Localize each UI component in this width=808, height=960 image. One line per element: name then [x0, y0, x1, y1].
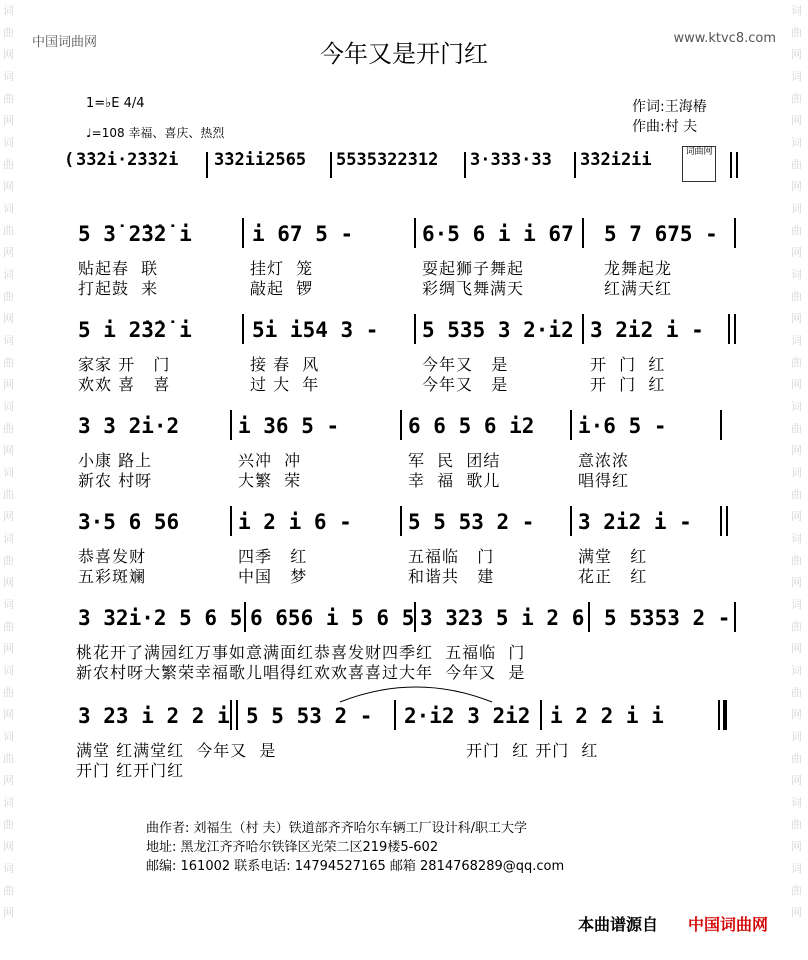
barline [414, 602, 416, 632]
lyrics-verse-1: 今年又 是 [422, 355, 509, 374]
barline [242, 314, 244, 344]
lyrics-verse-2: 欢欢 喜 喜 [78, 375, 171, 394]
barline [400, 506, 402, 536]
right-watermark: 词曲网词曲网词曲网词曲网词曲网词曲网词曲网词曲网词曲网词曲网词曲网词曲网词曲网词曲网 [791, 4, 802, 919]
measure-notes: 5 3̇ 2̇3̇2̇ i [78, 222, 192, 246]
lyrics-verse-1: 贴起春 联 [78, 259, 159, 278]
final-barline [723, 700, 727, 730]
repeat-barline [236, 700, 238, 730]
barline [230, 506, 232, 536]
lyrics-verse-2: 和谐共 建 [408, 567, 495, 586]
lyrics-verse-1: 开 门 红 [590, 355, 666, 374]
barline [734, 218, 736, 248]
barline [244, 602, 246, 632]
barline [242, 218, 244, 248]
lyrics-verse-2: 敲起 锣 [250, 279, 314, 298]
lyrics-verse-2: 新农 村呀 [78, 471, 153, 490]
lyrics-verse-2: 五彩斑斓 [78, 567, 147, 586]
final-barline [718, 700, 720, 730]
lyrics-verse-2: 开 门 红 [590, 375, 666, 394]
lyrics-verse-1: 接 春 风 [250, 355, 320, 374]
publisher-logo: 词曲网 [682, 146, 716, 182]
measure-notes: 3 323 5 i 2 6 [420, 606, 585, 630]
measure-notes: i 2 i 6 - [238, 510, 352, 534]
repeat-barline [734, 314, 736, 344]
lyrics-verse-1: 五福临 门 [408, 547, 495, 566]
intro-measure: 3̇3̇2̇i·2̇3̇3̇2̇i [76, 150, 179, 170]
source-site-link[interactable]: 中国词曲网 [688, 915, 769, 934]
measure-notes: i 67 5 - [252, 222, 354, 246]
barline [734, 602, 736, 632]
barline [540, 700, 542, 730]
author-line: 曲作者: 刘福生（村 夫）铁道部齐齐哈尔车辆工厂设计科/职工大学 [146, 821, 528, 836]
lyrics-verse-2: 红满天红 [604, 279, 673, 298]
lyrics-verse-1: 耍起狮子舞起 [422, 259, 525, 278]
intro-measure: 5535322̇31̇2 [336, 150, 439, 170]
barline [570, 410, 572, 440]
left-watermark: 词曲网词曲网词曲网词曲网词曲网词曲网词曲网词曲网词曲网词曲网词曲网词曲网词曲网词曲网 [3, 4, 14, 919]
lyrics-verse-1: 桃花开了满园红万事如意满面红恭喜发财四季红 五福临 门 [76, 643, 526, 662]
measure-notes: 2·i2 3 2i2 [404, 704, 531, 728]
barline [570, 506, 572, 536]
intro-measure: 3̇3̇2̇ii2̇565 [214, 150, 307, 170]
measure-notes: 3 2i2 i - [590, 318, 704, 342]
measure-notes: 3 32i·2 5 6 5 [78, 606, 243, 630]
lyrics-verse-1: 军 民 团结 [408, 451, 501, 470]
barline [400, 410, 402, 440]
lyrics-verse-2: 彩绸飞舞满天 [422, 279, 525, 298]
repeat-barline [728, 314, 730, 344]
lyrics-verse-1: 恭喜发财 [78, 547, 147, 566]
barline [730, 152, 732, 178]
lyrics-verse-1: 小康 路上 [78, 451, 153, 470]
measure-notes: 5 7 675 - [604, 222, 718, 246]
lyrics-verse-2: 打起鼓 来 [78, 279, 159, 298]
measure-notes: 3 2i2 i - [578, 510, 692, 534]
score-system [74, 700, 744, 780]
credits [632, 97, 707, 137]
score-system [74, 218, 744, 298]
barline [394, 700, 396, 730]
measure-notes: 3 3 2i·2 [78, 414, 180, 438]
measure-notes: 5 i 2̇3̇2̇ i [78, 318, 192, 342]
measure-notes: i 36 5 - [238, 414, 340, 438]
composer: 作曲:村 夫 [632, 119, 698, 135]
intro-row [64, 150, 744, 180]
score-system [74, 602, 744, 682]
barline [206, 152, 208, 178]
lyrics-verse-1: 意浓浓 [578, 451, 630, 470]
source-label: 本曲谱源自 [578, 915, 659, 934]
tempo-marking: ♩=108 幸福、喜庆、热烈 [86, 126, 225, 140]
measure-notes: 5i i54 3 - [252, 318, 379, 342]
lyrics-verse-1: 满堂 红 [578, 547, 648, 566]
intro-bracket: ( [64, 150, 75, 170]
lyrics-verse-1: 开门 红 开门 红 [466, 741, 599, 760]
intro-measure: 3̇3̇2̇i2̇ii [580, 150, 652, 170]
lyrics-verse-1: 龙舞起龙 [604, 259, 673, 278]
score-system [74, 314, 744, 394]
barline [414, 218, 416, 248]
measure-notes: i·6 5 - [578, 414, 667, 438]
measure-notes: 5 535 3 2·i2 [422, 318, 574, 342]
lyricist: 作词:王海椿 [632, 99, 707, 115]
barline [574, 152, 576, 178]
measure-notes: 6·5 6 i i 67 [422, 222, 574, 246]
lyrics-verse-1: 家家 开 门 [78, 355, 171, 374]
lyrics-verse-1: 挂灯 笼 [250, 259, 314, 278]
measure-notes: 3·5 6 56 [78, 510, 180, 534]
lyrics-verse-2: 过 大 年 [250, 375, 320, 394]
lyrics-verse-2: 幸 福 歌儿 [408, 471, 501, 490]
repeat-barline [230, 700, 232, 730]
repeat-barline [726, 506, 728, 536]
measure-notes: i 2 2 i i [550, 704, 664, 728]
barline [330, 152, 332, 178]
lyrics-verse-2: 新农村呀大繁荣幸福歌儿唱得红欢欢喜喜过大年 今年又 是 [76, 663, 526, 682]
lyrics-verse-2: 大繁 荣 [238, 471, 302, 490]
lyrics-verse-2: 开门 红开门红 [76, 761, 185, 780]
lyrics-verse-1: 满堂 红满堂红 今年又 是 [76, 741, 277, 760]
measure-notes: 6 6 5 6 i2 [408, 414, 535, 438]
lyrics-verse-2: 花正 红 [578, 567, 648, 586]
barline [582, 314, 584, 344]
lyrics-verse-1: 兴冲 冲 [238, 451, 302, 470]
song-title: 今年又是开门红 [320, 40, 488, 68]
lyrics-verse-2: 中国 梦 [238, 567, 308, 586]
score-system [74, 410, 744, 490]
barline [230, 410, 232, 440]
measure-notes: 5 5353 2 - [604, 606, 731, 630]
intro-measure: 3·333·33 [470, 150, 552, 170]
measure-notes: 3 23 i 2 2 i [78, 704, 230, 728]
barline [464, 152, 466, 178]
score-system [74, 506, 744, 586]
author-info [146, 819, 564, 876]
repeat-barline [736, 152, 738, 178]
barline [414, 314, 416, 344]
lyrics-verse-2: 唱得红 [578, 471, 630, 490]
barline [582, 218, 584, 248]
contact-line: 邮编: 161002 联系电话: 14794527165 邮箱 2814768289@qq.com [146, 859, 565, 874]
slur [336, 682, 496, 706]
repeat-barline [720, 506, 722, 536]
measure-notes: 5 5 53 2 - [408, 510, 535, 534]
site-url-right: www.ktvc8.com [673, 31, 776, 46]
barline [720, 410, 722, 440]
lyrics-verse-1: 四季 红 [238, 547, 308, 566]
site-name-left: 中国词曲网 [32, 35, 98, 50]
address-line: 地址: 黑龙江齐齐哈尔铁锋区光荣二区219楼5-602 [146, 840, 439, 855]
lyrics-verse-2: 今年又 是 [422, 375, 509, 394]
measure-notes: 6 656 i 5 6 5 [250, 606, 415, 630]
barline [588, 602, 590, 632]
key-signature: 1=♭E 4/4 [86, 96, 145, 111]
measure-notes: 5 5 53 2 - [246, 704, 373, 728]
